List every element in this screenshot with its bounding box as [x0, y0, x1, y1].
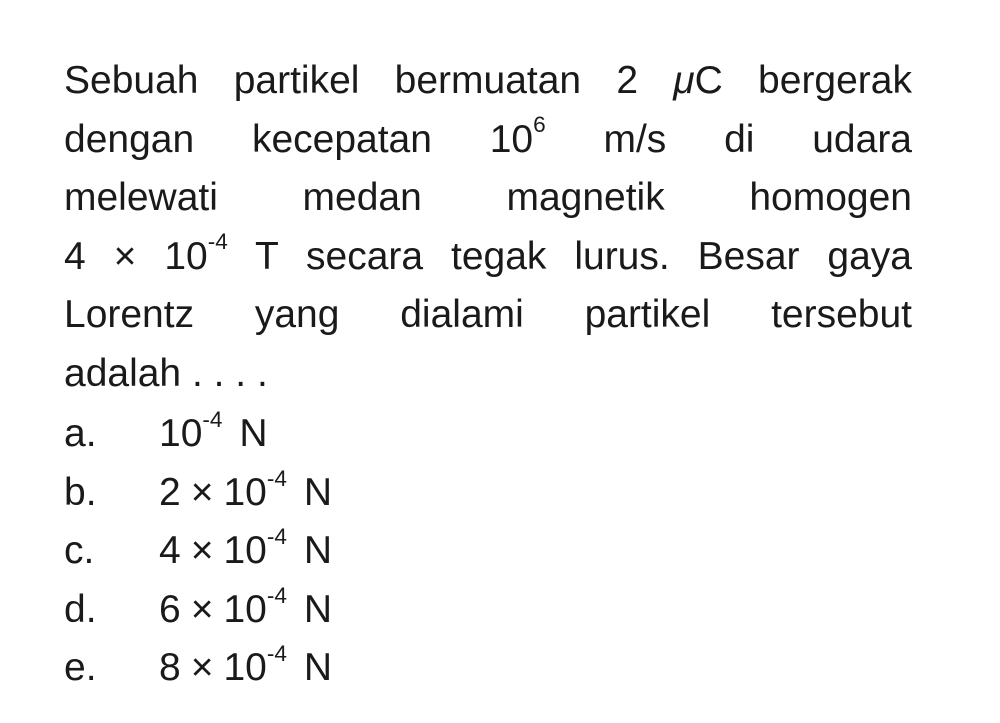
question-line-1-end: C bergerak: [694, 59, 912, 102]
option-exponent: -4: [266, 641, 287, 667]
times-symbol: ×: [190, 587, 214, 631]
field-exponent: -4: [207, 229, 228, 255]
option-value: [159, 407, 268, 456]
question-line-2: [64, 111, 912, 170]
micro-symbol: μ: [673, 59, 695, 102]
question-line-1: [64, 52, 912, 111]
question-line-6: adalah . . . .: [64, 351, 268, 395]
option-exponent: -4: [266, 524, 287, 550]
question-line-3: melewati medan magnetik homogen: [64, 176, 912, 219]
velocity-exponent: 6: [533, 112, 546, 138]
question-line-2-start: dengan kecepatan 10: [64, 117, 534, 161]
option-letter: c.: [64, 529, 95, 573]
option-value: [159, 641, 332, 690]
times-symbol: ×: [190, 470, 214, 514]
option-unit: N: [303, 646, 332, 690]
option-unit: N: [303, 470, 332, 514]
times-symbol: ×: [190, 529, 214, 573]
option-b[interactable]: [64, 464, 332, 523]
option-value: [159, 582, 332, 632]
field-base: 10: [136, 234, 208, 278]
times-symbol: ×: [113, 234, 137, 278]
option-base: 10: [223, 529, 267, 573]
option-a[interactable]: [64, 405, 332, 464]
option-letter: d.: [64, 587, 97, 631]
option-base: 10: [159, 412, 203, 456]
option-letter: b.: [64, 470, 97, 514]
times-symbol: ×: [190, 646, 214, 690]
option-e[interactable]: [64, 639, 332, 698]
option-unit: N: [303, 529, 332, 573]
option-letter: e.: [64, 646, 97, 690]
option-coefficient: 8: [159, 646, 181, 690]
option-unit: N: [239, 412, 268, 456]
question-text: [64, 52, 912, 403]
option-exponent: -4: [202, 407, 223, 433]
option-unit: N: [303, 587, 332, 631]
option-coefficient: 6: [159, 587, 181, 631]
option-letter: a.: [64, 412, 97, 456]
option-base: 10: [223, 646, 267, 690]
question-line-4: [64, 228, 912, 287]
option-d[interactable]: [64, 581, 332, 640]
answer-options: [64, 405, 332, 698]
question-line-1-start: Sebuah partikel bermuatan 2: [64, 59, 674, 102]
question-line-4-end: T secara tegak lurus. Besar gaya: [227, 234, 912, 278]
option-base: 10: [223, 587, 267, 631]
field-coefficient: 4: [64, 234, 86, 278]
option-value: [159, 465, 332, 515]
question-line-2-end: m/s di udara: [545, 117, 912, 161]
option-c[interactable]: [64, 522, 332, 581]
question-line-5: Lorentz yang dialami partikel tersebut: [64, 293, 912, 336]
option-coefficient: 2: [159, 470, 181, 514]
option-coefficient: 4: [159, 529, 181, 573]
option-exponent: -4: [266, 582, 287, 608]
option-value: [159, 524, 332, 573]
option-exponent: -4: [266, 465, 287, 491]
option-base: 10: [223, 470, 267, 514]
